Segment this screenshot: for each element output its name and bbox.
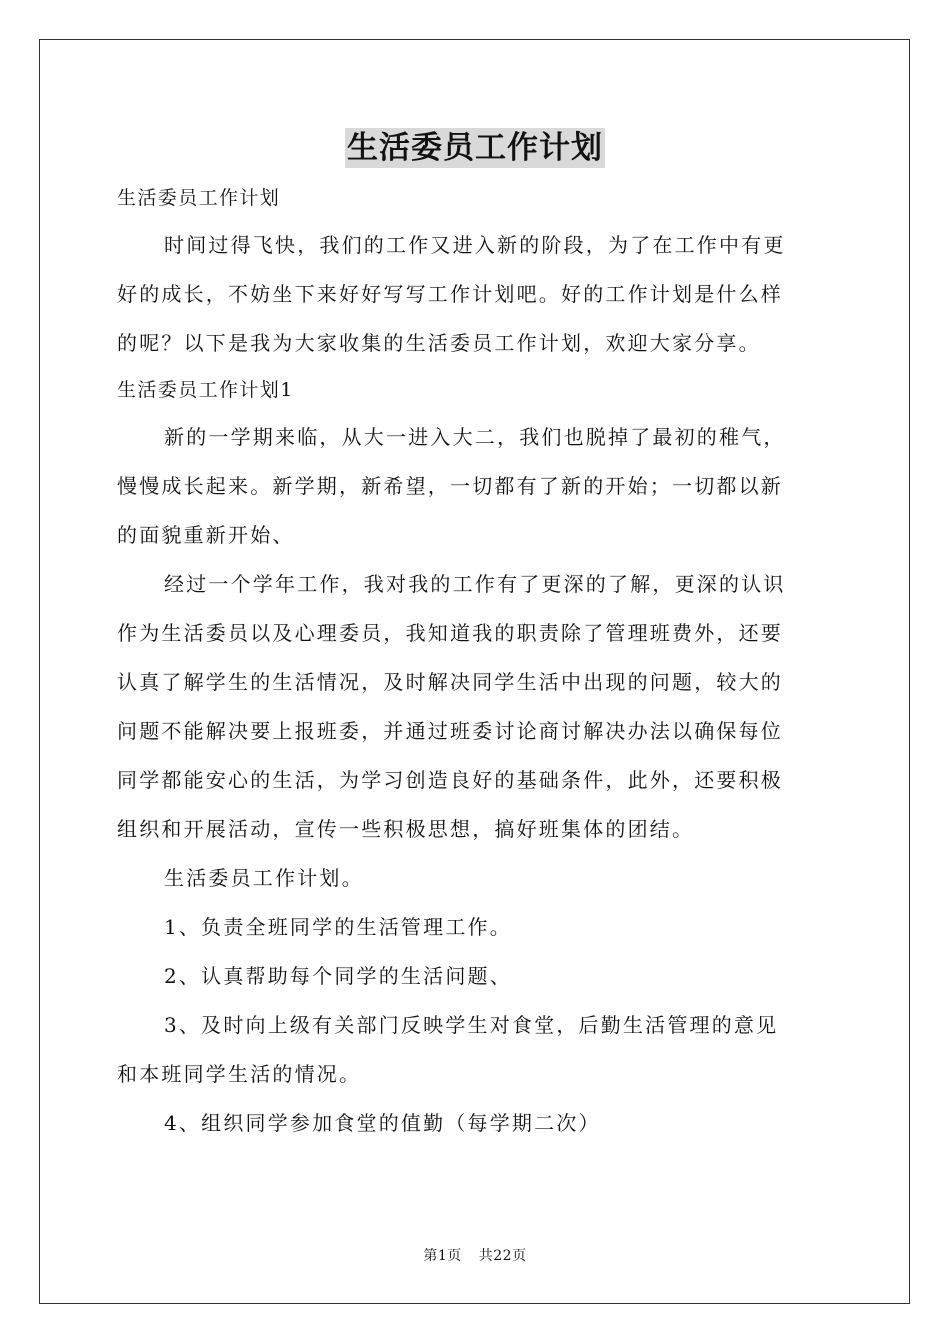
page-footer [0,1245,950,1265]
paragraph-line: 新的一学期来临，从大一进入大二，我们也脱掉了最初的稚气， [164,425,786,449]
paragraph-line: 认真了解学生的生活情况，及时解决同学生活中出现的问题，较大的 [117,670,783,694]
document-title: 生活委员工作计划 [347,130,603,166]
title-container [0,128,950,168]
list-item: 4、组织同学参加食堂的值勤（每学期二次） [164,1111,601,1135]
list-item-continuation: 和本班同学生活的情况。 [117,1062,362,1086]
page-total: 共22页 [478,1248,527,1264]
list-item: 1、负责全班同学的生活管理工作。 [164,915,512,939]
list-item: 3、及时向上级有关部门反映学生对食堂，后勤生活管理的意见 [164,1013,779,1037]
intro-line: 的呢？以下是我为大家收集的生活委员工作计划，欢迎大家分享。 [117,331,761,355]
paragraph-line: 慢慢成长起来。新学期，新希望，一切都有了新的开始；一切都以新 [117,474,783,498]
paragraph-line: 的面貌重新开始、 [117,523,295,547]
list-item: 2、认真帮助每个同学的生活问题、 [164,964,512,988]
paragraph-line: 经过一个学年工作，我对我的工作有了更深的了解，更深的认识 [164,572,786,596]
section-heading: 生活委员工作计划1 [117,379,294,401]
page-number: 第1页 [423,1248,462,1264]
paragraph-line: 问题不能解决要上报班委，并通过班委讨论商讨解决办法以确保每位 [117,719,783,743]
paragraph-line: 组织和开展活动，宣传一些积极思想，搞好班集体的团结。 [117,817,695,841]
paragraph-line: 同学都能安心的生活，为学习创造良好的基础条件，此外，还要积极 [117,768,783,792]
intro-line: 时间过得飞快，我们的工作又进入新的阶段，为了在工作中有更 [164,233,786,257]
paragraph-line: 作为生活委员以及心理委员，我知道我的职责除了管理班费外，还要 [117,621,783,645]
intro-line: 好的成长，不妨坐下来好好写写工作计划吧。好的工作计划是什么样 [117,282,783,306]
document-body [117,176,835,1148]
subtitle: 生活委员工作计划 [117,187,281,209]
plan-heading: 生活委员工作计划。 [164,866,364,890]
